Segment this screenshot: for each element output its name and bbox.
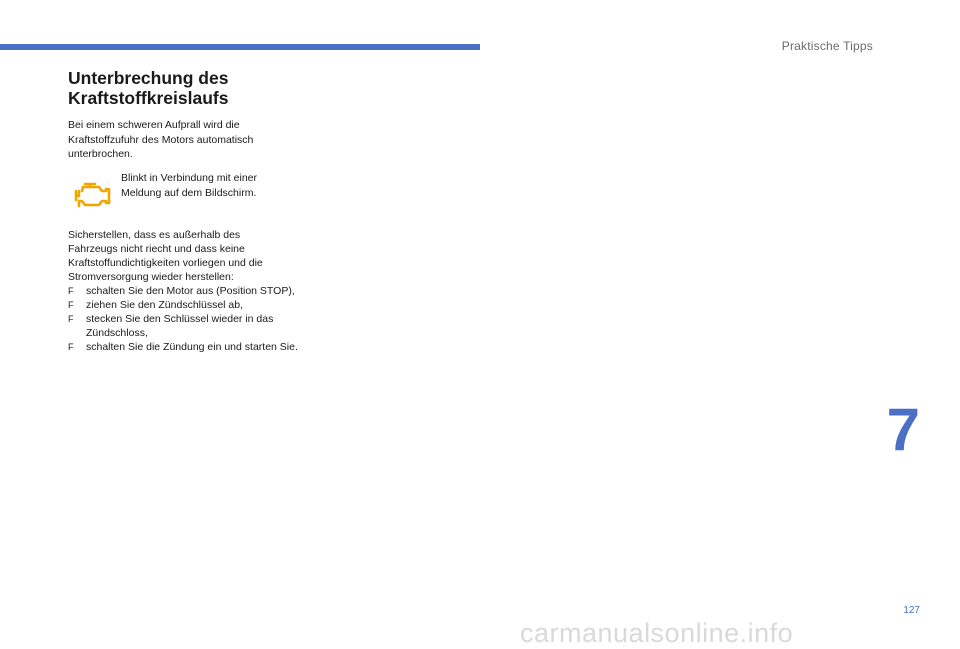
- step-text: schalten Sie den Motor aus (Position STOP),: [86, 285, 295, 297]
- warning-line-1: Blinkt in Verbindung mit einer: [121, 172, 257, 184]
- check-paragraph: [68, 228, 338, 284]
- chapter-number: 7: [886, 396, 920, 463]
- warning-description: [121, 171, 311, 200]
- check-line-3: Kraftstoffundichtigkeiten vorliegen und die: [68, 257, 263, 269]
- check-line-4: Stromversorgung wieder herstellen:: [68, 271, 234, 283]
- step-item: [68, 284, 338, 298]
- step-text: stecken Sie den Schlüssel wieder in das: [86, 313, 274, 325]
- bullet-icon: F: [68, 300, 74, 310]
- step-text: schalten Sie die Zündung ein und starten Sie.: [86, 341, 298, 353]
- intro-paragraph: [68, 118, 318, 162]
- step-item: [68, 312, 338, 340]
- warning-line-2: Meldung auf dem Bildschirm.: [121, 186, 257, 199]
- bullet-icon: F: [68, 314, 74, 324]
- bullet-icon: F: [68, 342, 74, 352]
- step-item: [68, 298, 338, 312]
- header-accent-bar: [0, 44, 480, 50]
- step-text: ziehen Sie den Zündschlüssel ab,: [86, 299, 244, 311]
- bullet-icon: F: [68, 286, 74, 296]
- check-line-2: Fahrzeugs nicht riecht und dass keine: [68, 243, 245, 255]
- step-text-continued: Zündschloss,: [86, 327, 148, 339]
- watermark: carmanualsonline.info: [520, 618, 794, 648]
- page-heading: [68, 68, 228, 108]
- intro-line-3: unterbrochen.: [68, 148, 133, 160]
- heading-line-1: Unterbrechung des: [68, 68, 229, 88]
- heading-line-2: Kraftstoffkreislaufs: [68, 88, 229, 108]
- intro-line-1: Bei einem schweren Aufprall wird die: [68, 119, 240, 131]
- page-number: 127: [903, 605, 920, 616]
- step-item: [68, 340, 338, 354]
- intro-line-2: Kraftstoffzufuhr des Motors automatisch: [68, 133, 254, 146]
- step-list: [68, 284, 338, 354]
- engine-check-icon: [73, 180, 113, 210]
- section-label: Praktische Tipps: [781, 39, 873, 53]
- check-line-1: Sicherstellen, dass es außerhalb des: [68, 229, 241, 241]
